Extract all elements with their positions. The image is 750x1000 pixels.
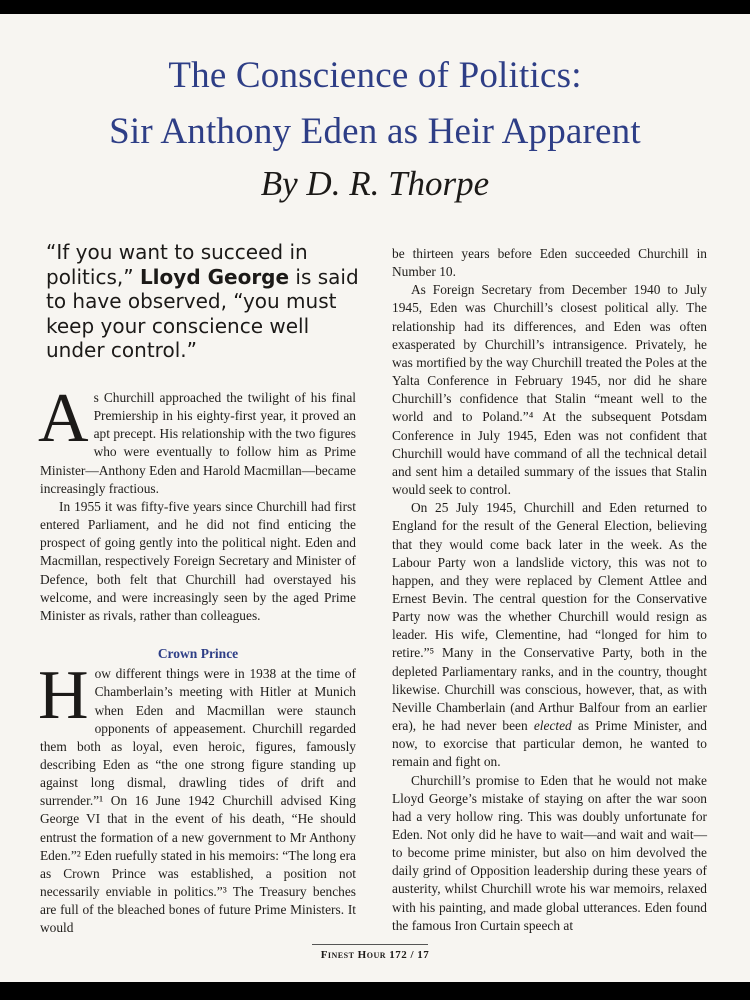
paragraph-text: On 25 July 1945, Churchill and Eden returned to England for the result of the General Election, believing that they would come back later in the week. As the Labour Party won a landslide victory, this was not to happen, and they were replaced by Clement Attlee and Ernest Bevin. The central question for the Conservative Party now was the whether Churchill would resign as leader. His wife, Clementine, had “longed for him to retire.”⁵ Many in the Conservative Party, both in the depleted Parliamentary ranks, and in the country, thought likewise. Churchill was conscious, however, that, as with Neville Chamberlain (and Arthur Balfour from an earlier era), he had never been — [392, 500, 707, 734]
drop-cap-a: A — [38, 380, 89, 457]
right-column — [392, 245, 707, 935]
pull-quote-part1: “If you want to succeed in politics,” — [46, 240, 308, 289]
section-paragraph — [38, 657, 356, 937]
pull-quote — [46, 240, 366, 363]
left-column — [38, 380, 356, 938]
section-text: ow different things were in 1938 at the time of Chamberlain’s meeting with Hitler at Munich when Eden and Macmillan were staunch opponents of appeasement. Churchill regarded them both as loyal, even heroic, figures, famously describing Eden as “the one strong figure standing up against long dismal, drawling tides of drift and surrender.”¹ On 16 June 1942 Churchill advised King George VI that in the event of his death, “He should entrust the formation of a new government to Mr Anthony Eden.”² Eden ruefully stated in his memoirs: “The long era as Crown Prince was established, a position not necessarily enviable in politics.”³ The Treasury benches are full of the bleached bones of future Prime Ministers. It would — [40, 666, 356, 936]
emphasis-elected: elected — [533, 718, 572, 734]
body-paragraph: As Foreign Secretary from December 1940 to July 1945, Eden was Churchill’s closest political ally. The relationship had its differences, and Eden was often exasperated by Churchill’s intransigence. Privately, he was mortified by the way Churchill treated the Poles at the Yalta Conference in February 1945, nor did he share Churchill’s confidence that Stalin “meant well to the world and to Poland.”⁴ At the subsequent Potsdam Conference in July 1945, Eden was not confident that Churchill would have command of all the technical detail and sent him a detailed summary of the issues that Stalin would seek to control. — [392, 282, 707, 498]
pull-quote-part2: is said to have observed, “you must keep your conscience well under control.” — [46, 264, 359, 362]
section-heading-crown-prince: Crown Prince — [157, 646, 239, 662]
continued-paragraph: be thirteen years before Eden succeeded Churchill in Number 10. — [392, 246, 707, 280]
article-title-line1: The Conscience of Politics: — [168, 55, 582, 96]
body-paragraph: Churchill’s promise to Eden that he would not make Lloyd George’s mistake of staying on after the war soon had a very hollow ring. This was doubly unfortunate for Eden. Not only did he have to wait—and wait and wait—to become prime minister, but also on him devolved the daily grind of Opposition leadership during these years of austerity, whilst Churchill wrote his war memoirs, relaxed with his painting, and made global utterances. Eden found the famous Iron Curtain speech at — [392, 772, 707, 933]
intro-paragraph — [38, 380, 356, 498]
byline: By D. R. Thorpe — [260, 164, 490, 203]
drop-cap-h: H — [38, 657, 89, 735]
magazine-page — [0, 14, 750, 982]
footer-rule — [312, 944, 428, 945]
intro-text: s Churchill approached the twilight of his final Premiership in his eighty-first year, it proved an apt precept. His relationship with the two figures who were eventually to follow him as Prime Minister—Anthony Eden and Harold Macmillan—became increasingly fractious. — [40, 390, 356, 496]
pull-quote-name: Lloyd George — [139, 264, 290, 289]
article-title-line2: Sir Anthony Eden as Heir Apparent — [109, 111, 641, 152]
bottom-bar — [0, 982, 750, 1000]
body-paragraph: In 1955 it was fifty-five years since Churchill had first entered Parliament, and he did not find enticing the prospect of going gently into the political night. Eden and Macmillan, respectively Foreign Secretary and Minister of Defence, both felt that Churchill had overstayed his welcome, and were increasingly seen by the aged Prime Minister as rivals, rather than colleagues. — [40, 498, 356, 623]
paragraph-text-end: as Prime Minister, and now, to exorcise that particular demon, he wanted to remain and fight on. — [392, 718, 707, 770]
page-footer: Finest Hour 172 / 17 — [320, 949, 430, 961]
body-paragraph — [392, 499, 707, 771]
